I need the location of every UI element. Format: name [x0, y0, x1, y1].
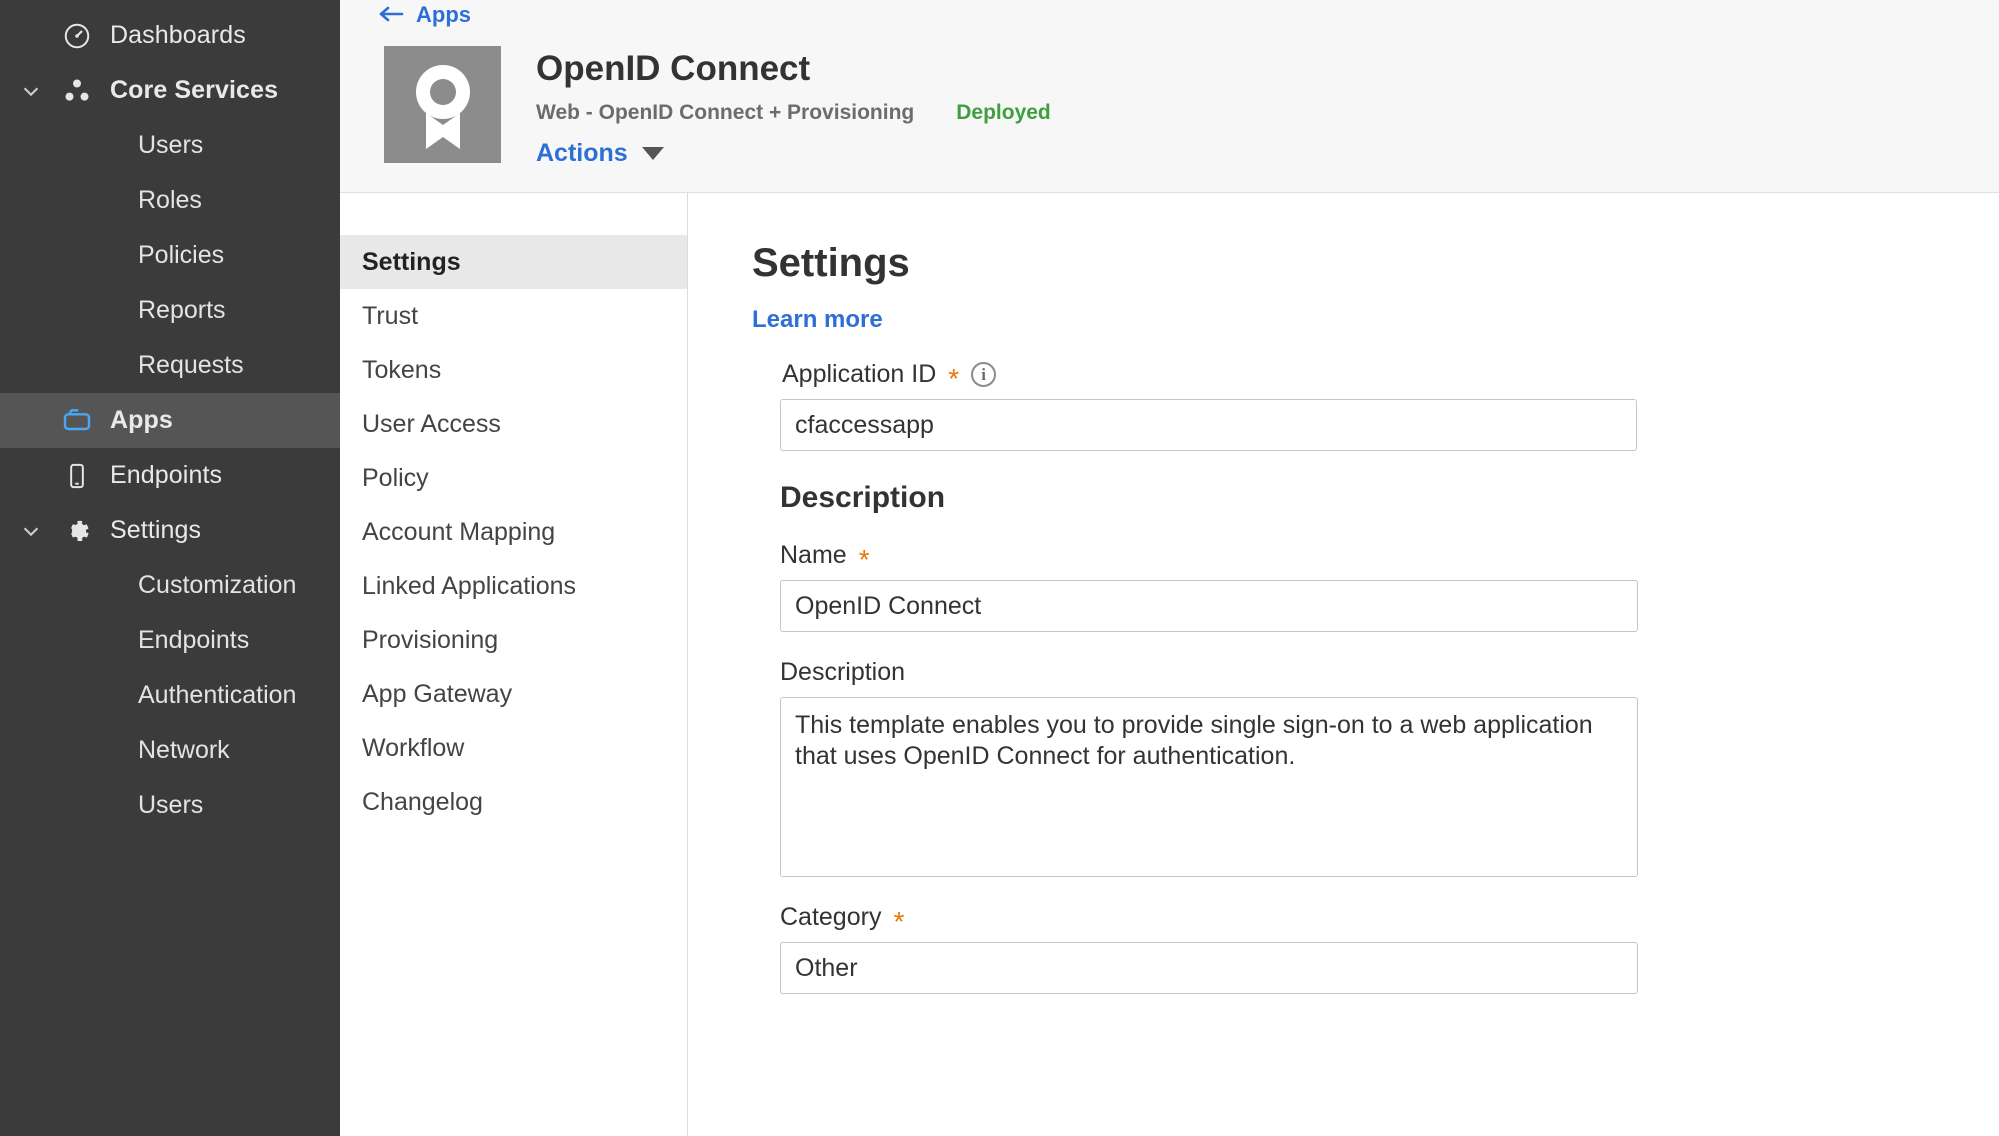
tab-policy[interactable]: [340, 451, 687, 505]
sidebar-group-label: Core Services: [110, 76, 279, 104]
tab-app-gateway[interactable]: [340, 667, 687, 721]
chevron-down-icon[interactable]: [642, 147, 664, 160]
sidebar: [0, 0, 340, 1136]
tab-trust[interactable]: [340, 289, 687, 343]
sidebar-sub-label: Users: [138, 131, 204, 159]
sidebar-group-core-services[interactable]: [0, 63, 340, 118]
sidebar-item-label: Endpoints: [110, 461, 223, 489]
category-field: [752, 903, 1999, 994]
sidebar-item-apps[interactable]: [0, 393, 340, 448]
sidebar-sub-label: Authentication: [138, 681, 297, 709]
tab-label: Account Mapping: [362, 517, 556, 546]
description-label-row: [780, 658, 1999, 687]
sidebar-item-network[interactable]: [0, 723, 340, 778]
chevron-down-icon[interactable]: [8, 80, 54, 102]
application-id-input[interactable]: [780, 399, 1637, 451]
category-label-row: [780, 903, 1999, 937]
required-asterisk: *: [858, 543, 870, 575]
sidebar-sub-label: Users: [138, 791, 204, 819]
application-id-label: Application ID: [782, 360, 937, 388]
sidebar-group-settings[interactable]: [0, 503, 340, 558]
learn-more-link[interactable]: Learn more: [752, 306, 883, 333]
app-subtitle: Web - OpenID Connect + Provisioning: [536, 100, 915, 124]
tab-changelog[interactable]: [340, 775, 687, 829]
category-label: Category: [780, 903, 882, 931]
application-id-label-row: [782, 360, 1999, 394]
tab-label: Tokens: [362, 355, 442, 384]
info-icon[interactable]: i: [971, 362, 996, 387]
tab-label: Changelog: [362, 787, 483, 816]
sidebar-sub-label: Reports: [138, 296, 226, 324]
sidebar-sub-label: Customization: [138, 571, 297, 599]
app-subline: [536, 101, 1051, 125]
sidebar-item-requests[interactable]: [0, 338, 340, 393]
award-ribbon-icon: [384, 46, 501, 163]
sidebar-item-label: Apps: [110, 406, 173, 434]
sidebar-item-endpoints[interactable]: [0, 448, 340, 503]
gear-icon: [54, 515, 100, 547]
sidebar-item-authentication[interactable]: [0, 668, 340, 723]
tab-tokens[interactable]: [340, 343, 687, 397]
tab-list: [340, 193, 688, 1136]
sidebar-group-label: Settings: [110, 516, 202, 544]
content-area: [340, 193, 1999, 1136]
tab-provisioning[interactable]: [340, 613, 687, 667]
required-asterisk: *: [948, 362, 960, 394]
page-title: OpenID Connect: [536, 49, 811, 88]
main-content: [340, 0, 1999, 1136]
tab-workflow[interactable]: [340, 721, 687, 775]
tab-label: App Gateway: [362, 679, 513, 708]
tab-label: Linked Applications: [362, 571, 577, 600]
description-field: [752, 658, 1999, 877]
back-arrow-icon[interactable]: [378, 4, 406, 26]
device-icon: [54, 462, 100, 490]
tab-label: Settings: [362, 247, 461, 276]
services-icon: [54, 76, 100, 106]
gauge-icon: [54, 21, 100, 51]
sidebar-item-settings-endpoints[interactable]: [0, 613, 340, 668]
chevron-down-icon[interactable]: [8, 520, 54, 542]
sidebar-item-policies[interactable]: [0, 228, 340, 283]
sidebar-item-customization[interactable]: [0, 558, 340, 613]
tab-account-mapping[interactable]: [340, 505, 687, 559]
category-input[interactable]: [780, 942, 1638, 994]
name-label: Name: [780, 541, 847, 569]
tab-label: Workflow: [362, 733, 465, 762]
actions-menu[interactable]: [536, 139, 1051, 168]
description-label: Description: [780, 658, 906, 686]
name-input[interactable]: [780, 580, 1638, 632]
sidebar-sub-label: Roles: [138, 186, 202, 214]
sidebar-item-label: Dashboards: [110, 21, 246, 49]
app-header-text: [536, 46, 1051, 168]
status-badge: Deployed: [956, 100, 1051, 124]
description-section-heading: Description: [780, 481, 946, 514]
application-id-field: [752, 360, 1999, 451]
app-header: [340, 0, 1999, 193]
sidebar-item-users[interactable]: [0, 118, 340, 173]
settings-form: [688, 193, 1999, 1136]
tab-label: Trust: [362, 301, 419, 330]
required-asterisk: *: [893, 905, 905, 937]
sidebar-item-roles[interactable]: [0, 173, 340, 228]
description-textarea[interactable]: [780, 697, 1638, 877]
tab-settings[interactable]: [340, 235, 687, 289]
tab-user-access[interactable]: [340, 397, 687, 451]
actions-label: Actions: [536, 138, 628, 167]
sidebar-sub-label: Endpoints: [138, 626, 250, 654]
apps-icon: [54, 405, 100, 437]
sidebar-sub-label: Policies: [138, 241, 225, 269]
sidebar-item-dashboards[interactable]: [0, 8, 340, 63]
breadcrumb-link-apps[interactable]: Apps: [416, 2, 471, 27]
breadcrumb[interactable]: [378, 0, 1999, 30]
sidebar-sub-label: Requests: [138, 351, 244, 379]
sidebar-item-settings-users[interactable]: [0, 778, 340, 833]
settings-heading: Settings: [752, 241, 910, 285]
tab-label: Policy: [362, 463, 429, 492]
tab-label: User Access: [362, 409, 501, 438]
sidebar-item-reports[interactable]: [0, 283, 340, 338]
name-field: [752, 541, 1999, 632]
app-header-body: [384, 46, 1999, 168]
name-label-row: [780, 541, 1999, 575]
sidebar-sub-label: Network: [138, 736, 230, 764]
tab-label: Provisioning: [362, 625, 499, 654]
tab-linked-applications[interactable]: [340, 559, 687, 613]
